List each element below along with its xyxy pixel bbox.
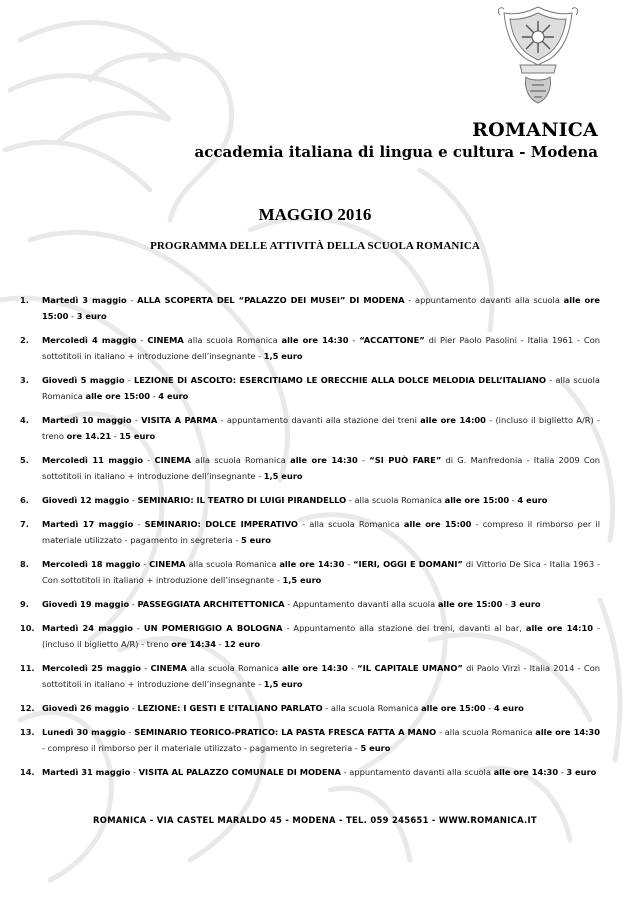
activity-item: [20, 412, 600, 444]
activity-highlight: alle ore 15:00: [437, 599, 503, 609]
school-tagline: accademia italiana di lingua e cultura - Modena: [194, 143, 598, 161]
activity-highlight: VISITA AL PALAZZO COMUNALE DI MODENA: [138, 767, 341, 777]
activity-text: [42, 596, 600, 612]
activity-detail: - alla scuola Romanica: [297, 519, 404, 529]
activity-number: 9.: [20, 599, 29, 609]
activity-highlight: 1,5 euro: [263, 471, 303, 481]
activity-detail: - appuntamento davanti alla stazione dei treni: [217, 415, 421, 425]
activity-highlight: 12 euro: [224, 639, 261, 649]
activity-highlight: Martedì 10 maggio: [42, 415, 132, 425]
activity-highlight: alle ore 14:30: [493, 767, 559, 777]
activity-item: [20, 516, 600, 548]
activity-text: [42, 492, 600, 508]
activity-text: [42, 556, 600, 588]
activity-item: [20, 700, 600, 716]
activity-text: [42, 516, 600, 548]
activity-highlight: Giovedì 19 maggio: [42, 599, 130, 609]
activity-highlight: alle ore 15:00: [85, 391, 151, 401]
month-title: MAGGIO 2016: [258, 205, 372, 224]
activity-detail: alla scuola Romanica: [183, 335, 282, 345]
activity-detail: -: [125, 727, 135, 737]
activity-detail: -: [143, 455, 155, 465]
activity-highlight: VISITA A PARMA: [141, 415, 218, 425]
activity-item: [20, 764, 600, 780]
activity-highlight: 1,5 euro: [282, 575, 322, 585]
activity-highlight: CINEMA: [147, 335, 184, 345]
activity-detail: -: [124, 375, 134, 385]
activity-highlight: alle ore 15:00: [421, 703, 486, 713]
activity-number: 3.: [20, 375, 29, 385]
activity-highlight: UN POMERIGGIO A BOLOGNA: [143, 623, 283, 633]
activity-item: [20, 372, 600, 404]
activity-highlight: alle ore 14:30: [535, 727, 600, 737]
activity-detail: alla scuola Romanica: [190, 455, 291, 465]
activity-item: [20, 492, 600, 508]
activity-highlight: “SI PUÒ FARE”: [369, 455, 442, 465]
activity-highlight: SEMINARIO: IL TEATRO DI LUIGI PIRANDELLO: [137, 495, 347, 505]
activity-highlight: alle ore 15:00: [403, 519, 472, 529]
activity-highlight: Mercoledì 4 maggio: [42, 335, 137, 345]
activity-detail: -: [129, 703, 138, 713]
activity-detail: - alla scuola Romanica: [436, 727, 536, 737]
activity-detail: -: [348, 335, 360, 345]
activity-number: 6.: [20, 495, 29, 505]
activity-highlight: 3 euro: [566, 767, 597, 777]
activity-highlight: LEZIONE: I GESTI E L’ITALIANO PARLATO: [137, 703, 323, 713]
activity-highlight: “IL CAPITALE UMANO”: [357, 663, 463, 673]
activity-detail: -: [485, 703, 494, 713]
activity-highlight: 5 euro: [240, 535, 271, 545]
activity-highlight: Martedì 24 maggio: [42, 623, 133, 633]
activity-detail: -: [347, 663, 358, 673]
activity-highlight: alle ore 14:30: [290, 455, 358, 465]
activity-detail: -: [68, 311, 77, 321]
activity-item: [20, 660, 600, 692]
activity-item: [20, 620, 600, 652]
activity-highlight: Mercoledì 18 maggio: [42, 559, 141, 569]
activity-item: [20, 596, 600, 612]
activity-number: 2.: [20, 335, 29, 345]
activity-text: [42, 620, 600, 652]
activity-detail: - Appuntamento davanti alla scuola: [284, 599, 438, 609]
activity-detail: di Pier Paolo Pasolini - Italia 1961 - Con sottotitoli in italiano + introduzione dell’insegnante -: [42, 335, 600, 361]
activity-highlight: 4 euro: [493, 703, 524, 713]
activity-detail: - alla scuola Romanica: [322, 703, 422, 713]
activity-detail: - alla scuola Romanica: [42, 375, 601, 401]
activity-detail: - compreso il rimborso per il materiale utilizzato - pagamento in segreteria -: [42, 519, 600, 545]
activity-highlight: 3 euro: [510, 599, 541, 609]
activity-detail: alla scuola Romanica: [185, 559, 280, 569]
activity-detail: -: [136, 335, 148, 345]
activity-highlight: Martedì 3 maggio: [42, 295, 127, 305]
activity-detail: - alla scuola Romanica: [346, 495, 445, 505]
activity-highlight: ore 14.21: [66, 431, 112, 441]
activity-highlight: 3 euro: [76, 311, 107, 321]
activity-highlight: SEMINARIO TEORICO-PRATICO: LA PASTA FRESCA FATTA A MANO: [134, 727, 437, 737]
activity-highlight: CINEMA: [149, 559, 186, 569]
activity-highlight: 5 euro: [360, 743, 391, 753]
activity-detail: -: [126, 295, 138, 305]
activity-number: 12.: [20, 703, 35, 713]
activity-text: [42, 764, 600, 780]
activity-text: [42, 412, 600, 444]
activity-detail: - appuntamento davanti alla scuola: [404, 295, 564, 305]
activity-detail: - appuntamento davanti alla scuola: [340, 767, 494, 777]
activity-text: [42, 332, 600, 364]
activity-highlight: 1,5 euro: [263, 679, 303, 689]
activity-highlight: 4 euro: [158, 391, 189, 401]
activity-text: [42, 372, 600, 404]
activity-highlight: alle ore 14:30: [279, 559, 345, 569]
contact-footer: ROMANICA - VIA CASTEL MARALDO 45 - MODENA - TEL. 059 245651 - WWW.ROMANICA.IT: [93, 815, 537, 825]
activity-highlight: SEMINARIO: DOLCE IMPERATIVO: [144, 519, 298, 529]
activity-detail: -: [129, 599, 138, 609]
activity-highlight: alle ore 14:30: [282, 663, 348, 673]
activity-highlight: 15 euro: [119, 431, 156, 441]
activity-number: 4.: [20, 415, 29, 425]
activity-detail: -: [129, 495, 138, 505]
activity-text: [42, 700, 600, 716]
activity-detail: - Appuntamento alla stazione dei treni, davanti al bar,: [282, 623, 526, 633]
activity-number: 8.: [20, 559, 29, 569]
activity-detail: -: [130, 767, 139, 777]
activity-detail: alla scuola Romanica: [186, 663, 283, 673]
activity-highlight: CINEMA: [150, 663, 187, 673]
activity-highlight: ore 14:34: [171, 639, 217, 649]
activity-detail: -: [558, 767, 567, 777]
activity-highlight: 4 euro: [517, 495, 548, 505]
activity-number: 10.: [20, 623, 35, 633]
activity-highlight: alle ore 14:10: [525, 623, 594, 633]
activity-list: [20, 292, 600, 780]
activity-highlight: “ACCATTONE”: [359, 335, 425, 345]
activity-text: [42, 724, 600, 756]
activity-detail: -: [216, 639, 225, 649]
activity-highlight: alle ore 15:00: [42, 295, 600, 321]
activity-detail: di G. Manfredonia - Italia 2009 Con sottotitoli in italiano + introduzione dell’insegnante -: [42, 455, 600, 481]
activity-detail: -: [141, 663, 151, 673]
activity-detail: -: [132, 623, 144, 633]
activity-detail: -: [131, 415, 142, 425]
activity-highlight: Mercoledì 25 maggio: [42, 663, 142, 673]
school-header: [195, 118, 599, 162]
activity-highlight: ALLA SCOPERTA DEL “PALAZZO DEI MUSEI” DI MODENA: [137, 295, 405, 305]
activity-highlight: LEZIONE DI ASCOLTO: ESERCITIAMO LE ORECCHIE ALLA DOLCE MELODIA DELL’ITALIANO: [133, 375, 546, 385]
activity-highlight: CINEMA: [154, 455, 191, 465]
activity-highlight: alle ore 14:00: [420, 415, 486, 425]
activity-number: 7.: [20, 519, 29, 529]
school-name: ROMANICA: [472, 119, 598, 141]
program-title: PROGRAMMA DELLE ATTIVITÀ DELLA SCUOLA ROMANICA: [150, 240, 480, 252]
activity-detail: -: [357, 455, 370, 465]
activity-highlight: alle ore 15:00: [444, 495, 510, 505]
activity-item: [20, 452, 600, 484]
activity-detail: di Paolo Virzì - Italia 2014 - Con sottotitoli in italiano + introduzione dell’insegnante -: [42, 663, 600, 689]
activity-detail: - (incluso il biglietto A/R) - treno: [42, 415, 601, 441]
activity-highlight: Giovedì 26 maggio: [42, 703, 130, 713]
activity-highlight: 1,5 euro: [263, 351, 303, 361]
activity-detail: di Vittorio De Sica - Italia 1963 - Con sottotitoli in italiano + introduzione dell’insegnante -: [42, 559, 600, 585]
activity-number: 5.: [20, 455, 29, 465]
activity-item: [20, 724, 600, 756]
activity-highlight: PASSEGGIATA ARCHITETTONICA: [137, 599, 285, 609]
activity-highlight: Lunedì 30 maggio: [42, 727, 126, 737]
activity-highlight: Giovedì 12 maggio: [42, 495, 130, 505]
activity-detail: - (incluso il biglietto A/R) - treno: [42, 623, 600, 649]
activity-item: [20, 292, 600, 324]
activity-number: 11.: [20, 663, 35, 673]
romanica-crest-logo: [496, 3, 580, 107]
activity-highlight: alle ore 14:30: [281, 335, 349, 345]
activity-detail: -: [140, 559, 150, 569]
activity-highlight: Giovedì 5 maggio: [42, 375, 125, 385]
activity-text: [42, 660, 600, 692]
activity-highlight: “IERI, OGGI E DOMANI”: [353, 559, 463, 569]
activity-item: [20, 556, 600, 588]
activity-text: [42, 292, 600, 324]
activity-detail: -: [111, 431, 120, 441]
activity-number: 14.: [20, 767, 35, 777]
activity-detail: -: [133, 519, 145, 529]
activity-highlight: Martedì 31 maggio: [42, 767, 131, 777]
activity-highlight: Martedì 17 maggio: [42, 519, 134, 529]
activity-detail: -: [344, 559, 354, 569]
activity-detail: -: [502, 599, 511, 609]
activity-detail: - compreso il rimborso per il materiale utilizzato - pagamento in segreteria -: [42, 743, 361, 753]
activity-detail: -: [509, 495, 518, 505]
activity-number: 1.: [20, 295, 29, 305]
activity-item: [20, 332, 600, 364]
activity-highlight: Mercoledì 11 maggio: [42, 455, 144, 465]
activity-number: 13.: [20, 727, 35, 737]
activity-text: [42, 452, 600, 484]
activity-detail: -: [150, 391, 159, 401]
